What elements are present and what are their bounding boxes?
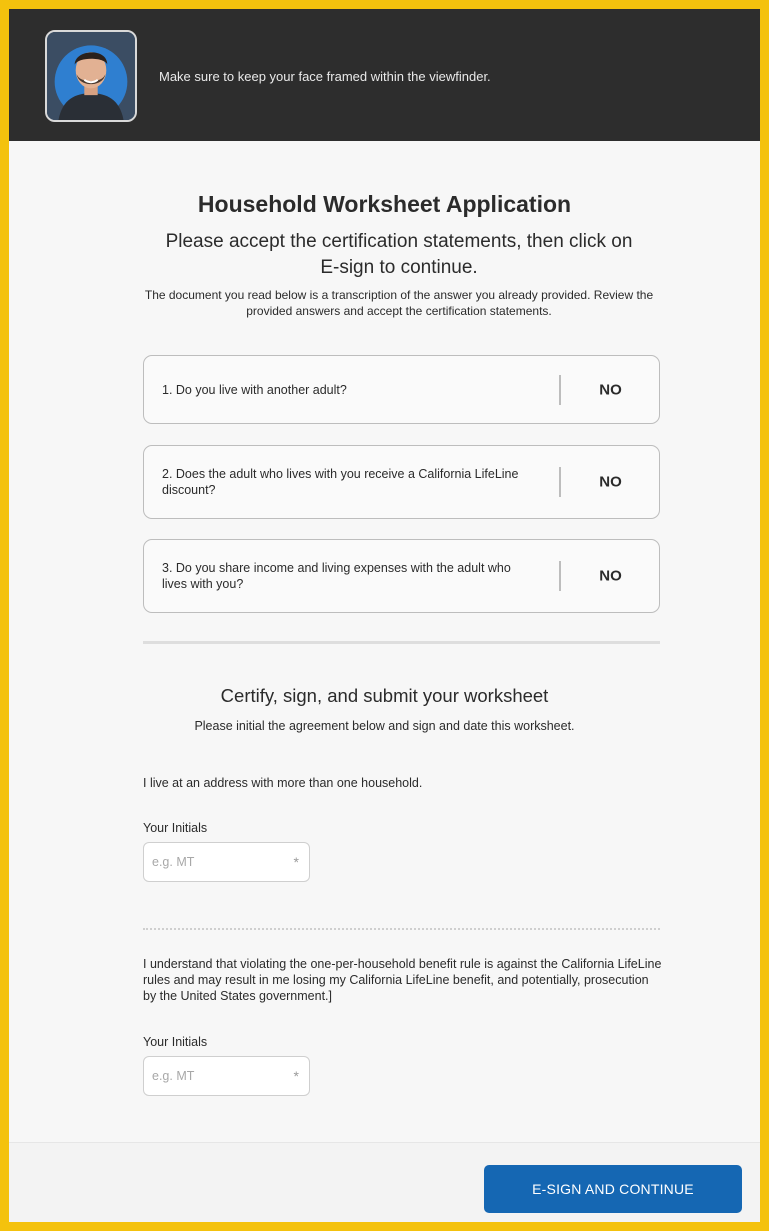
- question-answer: NO: [599, 567, 622, 585]
- initials-field-1[interactable]: [143, 842, 310, 882]
- page-subtitle: Please accept the certification statements, then click on E-sign to continue.: [165, 231, 633, 278]
- certification-statement-2: I understand that violating the one-per-household benefit rule is against the California LifeLine rules and may result in me losing my California LifeLine benefit, and potentially, prosecution by the United States government.]: [143, 957, 662, 1003]
- viewfinder-instruction: Make sure to keep your face framed within the viewfinder.: [159, 69, 491, 84]
- initials-label-2: Your Initials: [143, 1035, 208, 1049]
- section-divider: [143, 641, 660, 644]
- avatar: [45, 30, 137, 122]
- question-card-3: [143, 539, 660, 613]
- action-footer: [9, 1142, 760, 1222]
- initials-label-1: Your Initials: [143, 821, 208, 835]
- question-card-2: [143, 445, 660, 519]
- esign-continue-button[interactable]: E-SIGN AND CONTINUE: [484, 1165, 742, 1213]
- question-text: 2. Does the adult who lives with you receive a California LifeLine discount?: [162, 467, 519, 497]
- question-answer: NO: [599, 381, 622, 398]
- initials-input-1[interactable]: [152, 851, 282, 873]
- initials-input-2[interactable]: [152, 1065, 282, 1087]
- statement-separator: [143, 928, 660, 930]
- certify-subtitle: Please initial the agreement below and sign and date this worksheet.: [194, 719, 575, 733]
- divider: [559, 467, 561, 497]
- certification-statement-1: I live at an address with more than one household.: [143, 776, 423, 790]
- user-photo-icon: [47, 32, 135, 120]
- asterisk-icon: *: [293, 854, 299, 870]
- divider: [559, 375, 561, 405]
- question-text: 1. Do you live with another adult?: [162, 382, 347, 397]
- divider: [559, 561, 561, 591]
- asterisk-icon: *: [293, 1068, 299, 1084]
- page-title: Household Worksheet Application: [197, 191, 572, 217]
- camera-header: [9, 9, 760, 141]
- question-answer: NO: [599, 473, 622, 491]
- question-card-1: [143, 355, 660, 424]
- app-frame: [4, 4, 765, 1227]
- transcription-note: The document you read below is a transcription of the answer you already provided. Review the provided answers and accept the certification statements.: [144, 288, 654, 318]
- question-text: 3. Do you share income and living expenses with the adult who lives with you?: [162, 561, 511, 591]
- initials-field-2[interactable]: [143, 1056, 310, 1096]
- certify-title: Certify, sign, and submit your worksheet: [220, 685, 549, 706]
